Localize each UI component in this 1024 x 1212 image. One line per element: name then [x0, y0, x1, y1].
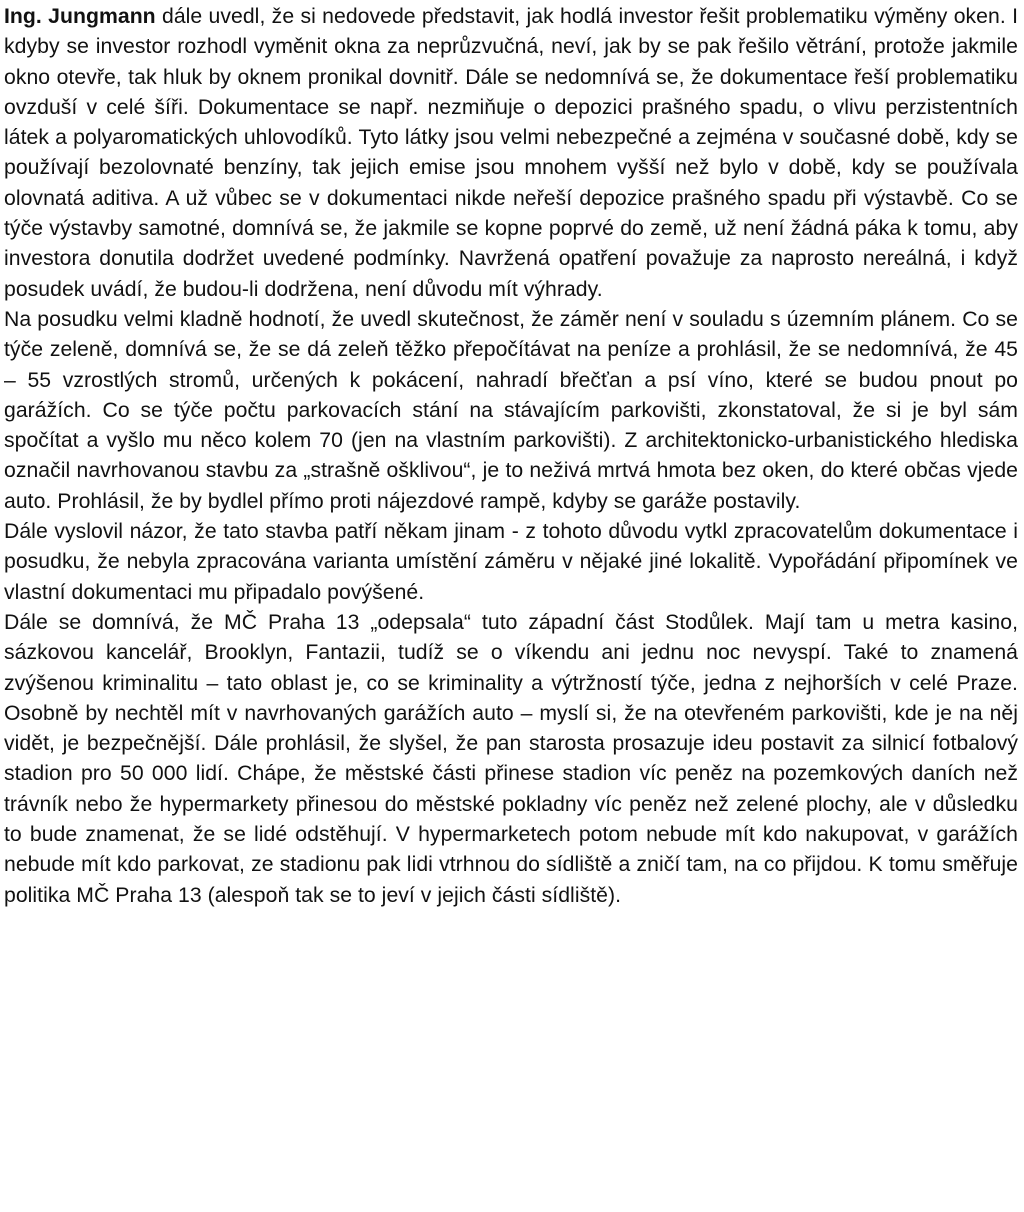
speaker-name: Ing. Jungmann — [4, 5, 156, 28]
document-page — [4, 2, 1018, 911]
paragraph-3: Dále vyslovil názor, že tato stavba patří někam jinam - z tohoto důvodu vytkl zpracovatelům dokumentace i posudku, že nebyla zpracována varianta umístění záměru v nějaké jiné lokalitě. Vypořádání připomínek ve vlastní dokumentaci mu připadalo povýšené. — [4, 520, 1018, 604]
paragraph-1 — [4, 2, 1018, 305]
paragraph-4: Dále se domnívá, že MČ Praha 13 „odepsala“ tuto západní část Stodůlek. Mají tam u metra kasino, sázkovou kancelář, Brooklyn, Fantazii, tudíž se o víkendu ani jednu noc nevyspí. Také to znamená zvýšenou kriminalitu – tato oblast je, co se kriminality a výtržností týče, jedna z nejhorších v celé Praze. Osobně by nechtěl mít v navrhovaných garážích auto – myslí si, že na otevřeném parkovišti, kde je na něj vidět, je bezpečnější. Dále prohlásil, že slyšel, že pan starosta prosazuje ideu postavit za silnicí fotbalový stadion pro 50 000 lidí. Chápe, že městské části přinese stadion víc peněz na pozemkových daních než trávník nebo že hypermarkety přinesou do městské pokladny víc peněz než zelené plochy, ale v důsledku to bude znamenat, že se lidé odstěhují. V hypermarketech potom nebude mít kdo nakupovat, v garážích nebude mít kdo parkovat, ze stadionu pak lidi vtrhnou do sídliště a zničí tam, na co přijdou. K tomu směřuje politika MČ Praha 13 (alespoň tak se to jeví v jejich části sídliště). — [4, 610, 1018, 907]
paragraph-2: Na posudku velmi kladně hodnotí, že uvedl skutečnost, že záměr není v souladu s územním plánem. Co se týče zeleně, domnívá se, že se dá zeleň těžko přepočítávat na peníze a prohlásil, že se nedomnívá, že 45 – 55 vzrostlých stromů, určených k pokácení, nahradí břečťan a psí víno, které se budou pnout po garážích. Co se týče počtu parkovacích stání na stávajícím parkovišti, zkonstatoval, že si je byl sám spočítat a vyšlo mu něco kolem 70 (jen na vlastním parkovišti). Z architektonicko-urbanistického hlediska označil navrhovanou stavbu za „strašně ošklivou“, je to neživá mrtvá hmota bez oken, do které občas vjede auto. Prohlásil, že by bydlel přímo proti nájezdové rampě, kdyby se garáže postavily. — [4, 307, 1018, 513]
paragraph-1-text: dále uvedl, že si nedovede představit, jak hodlá investor řešit problematiku výměny oken. I kdyby se investor rozhodl vyměnit okna za neprůzvučná, neví, jak by se pak řešilo větrání, protože jakmile okno otevře, tak hluk by oknem pronikal dovnitř. Dále se nedomnívá se, že dokumentace řeší problematiku ovzduší v celé šíři. Dokumentace se např. nezmiňuje o depozici prašného spadu, o vlivu perzistentních látek a polyaromatických uhlovodíků. Tyto látky jsou velmi nebezpečné a zejména v současné době, kdy se používají bezolovnaté benzíny, tak jejich emise jsou mnohem vyšší než bylo v době, kdy se používala olovnatá aditiva. A už vůbec se v dokumentaci nikde neřeší depozice prašného spadu při výstavbě. Co se týče výstavby samotné, domnívá se, že jakmile se kopne poprvé do země, už není žádná páka k tomu, aby investora donutila dodržet uvedené podmínky. Navržená opatření považuje za naprosto nereálná, i když posudek uvádí, že budou-li dodržena, není důvodu mít výhrady. — [4, 5, 1019, 301]
